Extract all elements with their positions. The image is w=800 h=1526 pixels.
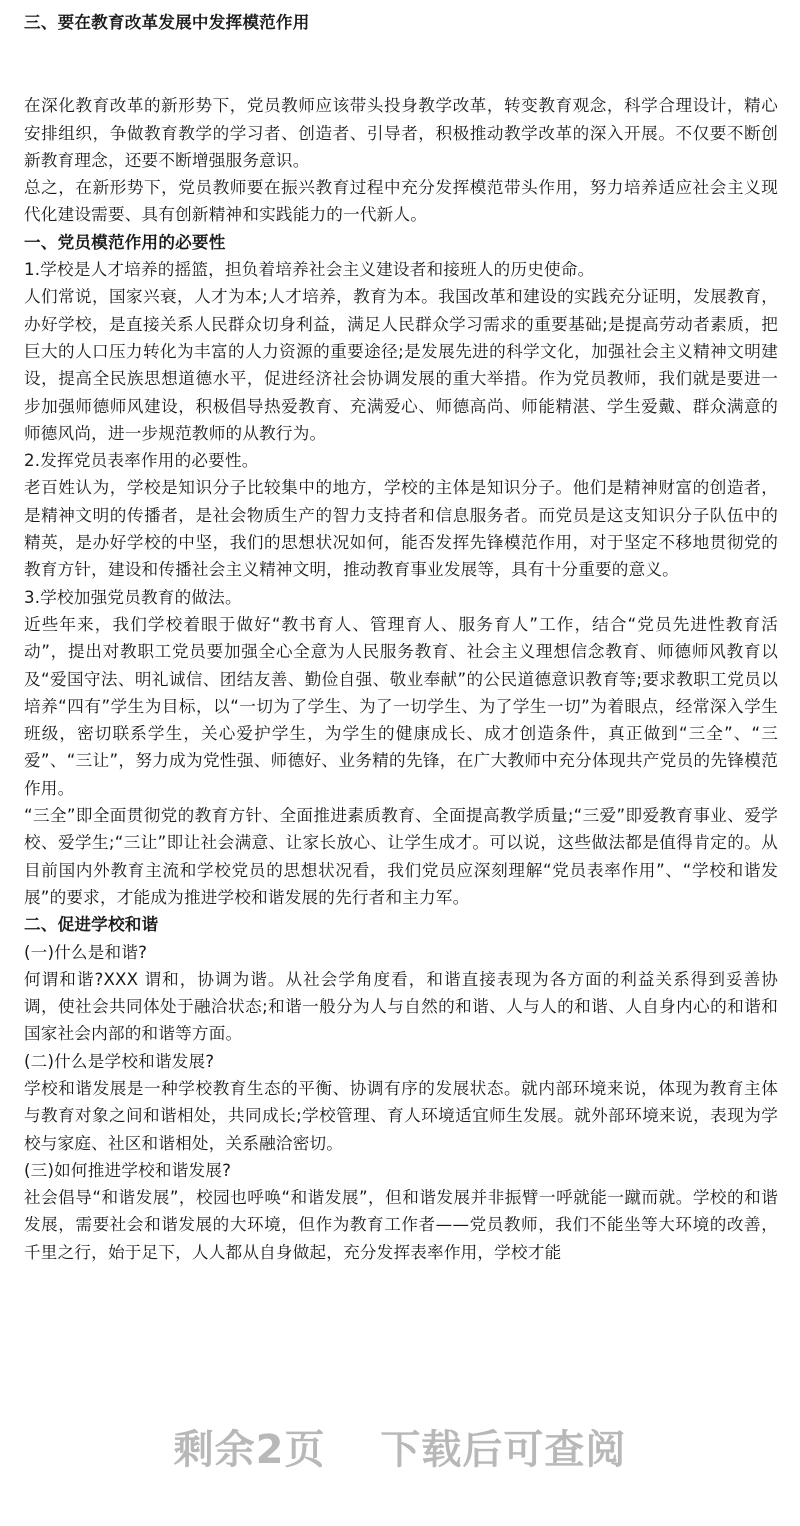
paragraph: 学校和谐发展是一种学校教育生态的平衡、协调有序的发展状态。就内部环境来说，体现为教育主体与教育对象之间和谐相处，共同成长;学校管理、育人环境适宜师生发展。就外部环境来说，表现为学校与家庭、社区和谐相处，关系融洽密切。 (24, 1078, 778, 1153)
remaining-pages-label: 剩余2页 (173, 1427, 326, 1473)
section-heading: 一、党员模范作用的必要性 (24, 232, 226, 252)
paragraph: 何谓和谐?XXX 谓和，协调为谐。从社会学角度看，和谐直接表现为各方面的利益关系得到妥善协调，使社会共同体处于融洽状态;和谐一般分为人与自然的和谐、人与人的和谐、人自身内心的和谐和国家社会内部的和谐等方面。 (24, 969, 778, 1044)
paragraph: (一)什么是和谐? (24, 942, 148, 962)
document-body (24, 9, 778, 1266)
paragraph: 近些年来，我们学校着眼于做好“教书育人、管理育人、服务育人”工作，结合“党员先进性教育活动”，提出对教职工党员要加强全心全意为人民服务教育、社会主义理想信念教育、师德师风教育以及“爱国守法、明礼诚信、团结友善、勤俭自强、敬业奉献”的公民道德意识教育等;要求教职工党员以培养“四有”学生为目标，以“一切为了学生、为了一切学生、为了学生一切”为着眼点，经常深入学生班级，密切联系学生，关心爱护学生，为学生的健康成长、成才创造条件，真正做到“三全”、“三爱”、“三让”，努力成为党性强、师德好、业务精的先锋，在广大教师中充分体现共产党员的先锋模范作用。 (24, 614, 778, 798)
paragraph: 老百姓认为，学校是知识分子比较集中的地方，学校的主体是知识分子。他们是精神财富的创造者，是精神文明的传播者，是社会物质生产的智力支持者和信息服务者。而党员是这支知识分子队伍中的精英，是办好学校的中坚，我们的思想状况如何，能否发挥先锋模范作用，对于坚定不移地贯彻党的教育方针，建设和传播社会主义精神文明，推动教育事业发展等，具有十分重要的意义。 (24, 478, 778, 580)
paragraph: (二)什么是学校和谐发展? (24, 1051, 215, 1071)
paragraph: 1.学校是人才培养的摇篮，担负着培养社会主义建设者和接班人的历史使命。 (24, 260, 595, 280)
paragraph: 人们常说，国家兴衰，人才为本;人才培养，教育为本。我国改革和建设的实践充分证明，发展教育，办好学校，是直接关系人民群众切身利益，满足人民群众学习需求的重要基础;是提高劳动者素质，把巨大的人口压力转化为丰富的人力资源的重要途径;是发展先进的科学文化，加强社会主义精神文明建设，提高全民族思想道德水平，促进经济社会协调发展的重大举措。作为党员教师，我们就是要进一步加强师德师风建设，积极倡导热爱教育、充满爱心、师德高尚、师能精湛、学生爱戴、群众满意的师德风尚，进一步规范教师的从教行为。 (24, 287, 778, 443)
paragraph: 2.发挥党员表率作用的必要性。 (24, 451, 259, 471)
download-to-view-label[interactable]: 下载后可查阅 (380, 1427, 627, 1473)
download-prompt[interactable] (0, 1418, 800, 1482)
paragraph: 社会倡导“和谐发展”，校园也呼唤“和谐发展”，但和谐发展并非振臂一呼就能一蹴而就。学校的和谐发展，需要社会和谐发展的大环境，但作为教育工作者——党员教师，我们不能坐等大环境的改善，千里之行，始于足下，人人都从自身做起，充分发挥表率作用，学校才能 (24, 1188, 778, 1262)
section-heading: 三、要在教育改革发展中发挥模范作用 (24, 13, 310, 32)
paragraph: (三)如何推进学校和谐发展? (24, 1160, 232, 1180)
paragraph: 在深化教育改革的新形势下，党员教师应该带头投身教学改革，转变教育观念，科学合理设计，精心安排组织，争做教育教学的学习者、创造者、引导者，积极推动教学改革的深入开展。不仅要不断创新教育理念，还要不断增强服务意识。 (24, 96, 778, 170)
paragraph: 3.学校加强党员教育的做法。 (24, 587, 242, 607)
section-heading: 二、促进学校和谐 (24, 915, 159, 935)
paragraph: “三全”即全面贯彻党的教育方针、全面推进素质教育、全面提高教学质量;“三爱”即爱教育事业、爱学校、爱学生;“三让”即让社会满意、让家长放心、让学生成才。可以说，这些做法都是值得肯定的。从目前国内外教育主流和学校党员的思想状况看，我们党员应深刻理解“党员表率作用”、“学校和谐发展”的要求，才能成为推进学校和谐发展的先行者和主力军。 (24, 806, 778, 907)
paragraph: 总之，在新形势下，党员教师要在振兴教育过程中充分发挥模范带头作用，努力培养适应社会主义现代化建设需要、具有创新精神和实践能力的一代新人。 (24, 178, 778, 225)
